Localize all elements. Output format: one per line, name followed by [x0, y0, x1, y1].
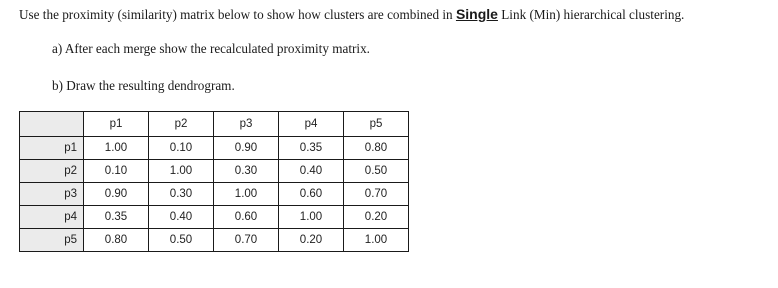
matrix-cell: 0.20: [279, 229, 344, 252]
question-part-a: a) After each merge show the recalculated proximity matrix.: [52, 41, 370, 56]
row-header: p3: [20, 183, 84, 206]
matrix-cell: 0.30: [149, 183, 214, 206]
matrix-header-row: [20, 112, 409, 137]
matrix-cell: 0.50: [344, 160, 409, 183]
row-header: p2: [20, 160, 84, 183]
matrix-cell: 0.40: [149, 206, 214, 229]
question-intro: [19, 6, 684, 23]
matrix-cell: 0.35: [84, 206, 149, 229]
column-header: p3: [214, 112, 279, 137]
matrix-cell: 0.40: [279, 160, 344, 183]
matrix-cell: 1.00: [84, 137, 149, 160]
table-row: [20, 160, 409, 183]
matrix-cell: 0.60: [214, 206, 279, 229]
matrix-cell: 0.30: [214, 160, 279, 183]
matrix-cell: 0.50: [149, 229, 214, 252]
row-header: p5: [20, 229, 84, 252]
matrix-cell: 0.10: [149, 137, 214, 160]
matrix-cell: 0.90: [214, 137, 279, 160]
matrix-corner-cell: [20, 112, 84, 137]
matrix-cell: 0.70: [344, 183, 409, 206]
matrix-cell: 0.35: [279, 137, 344, 160]
column-header: p4: [279, 112, 344, 137]
intro-text-after: Link (Min) hierarchical clustering.: [497, 7, 685, 22]
matrix-cell: 0.20: [344, 206, 409, 229]
column-header: p1: [84, 112, 149, 137]
matrix-cell: 1.00: [214, 183, 279, 206]
matrix-cell: 0.70: [214, 229, 279, 252]
matrix-cell: 0.80: [84, 229, 149, 252]
matrix-cell: 0.80: [344, 137, 409, 160]
matrix-cell: 0.90: [84, 183, 149, 206]
intro-emphasis-single: Single: [455, 6, 498, 22]
row-header: p4: [20, 206, 84, 229]
table-row: [20, 183, 409, 206]
table-row: [20, 137, 409, 160]
matrix-cell: 1.00: [149, 160, 214, 183]
question-part-b: b) Draw the resulting dendrogram.: [52, 78, 235, 93]
matrix-cell: 1.00: [279, 206, 344, 229]
column-header: p2: [149, 112, 214, 137]
table-row: [20, 206, 409, 229]
intro-text-before: Use the proximity (similarity) matrix below to show how clusters are combined in: [19, 7, 456, 22]
proximity-matrix-table: [19, 111, 409, 252]
column-header: p5: [344, 112, 409, 137]
row-header: p1: [20, 137, 84, 160]
matrix-cell: 1.00: [344, 229, 409, 252]
table-row: [20, 229, 409, 252]
matrix-cell: 0.60: [279, 183, 344, 206]
matrix-cell: 0.10: [84, 160, 149, 183]
